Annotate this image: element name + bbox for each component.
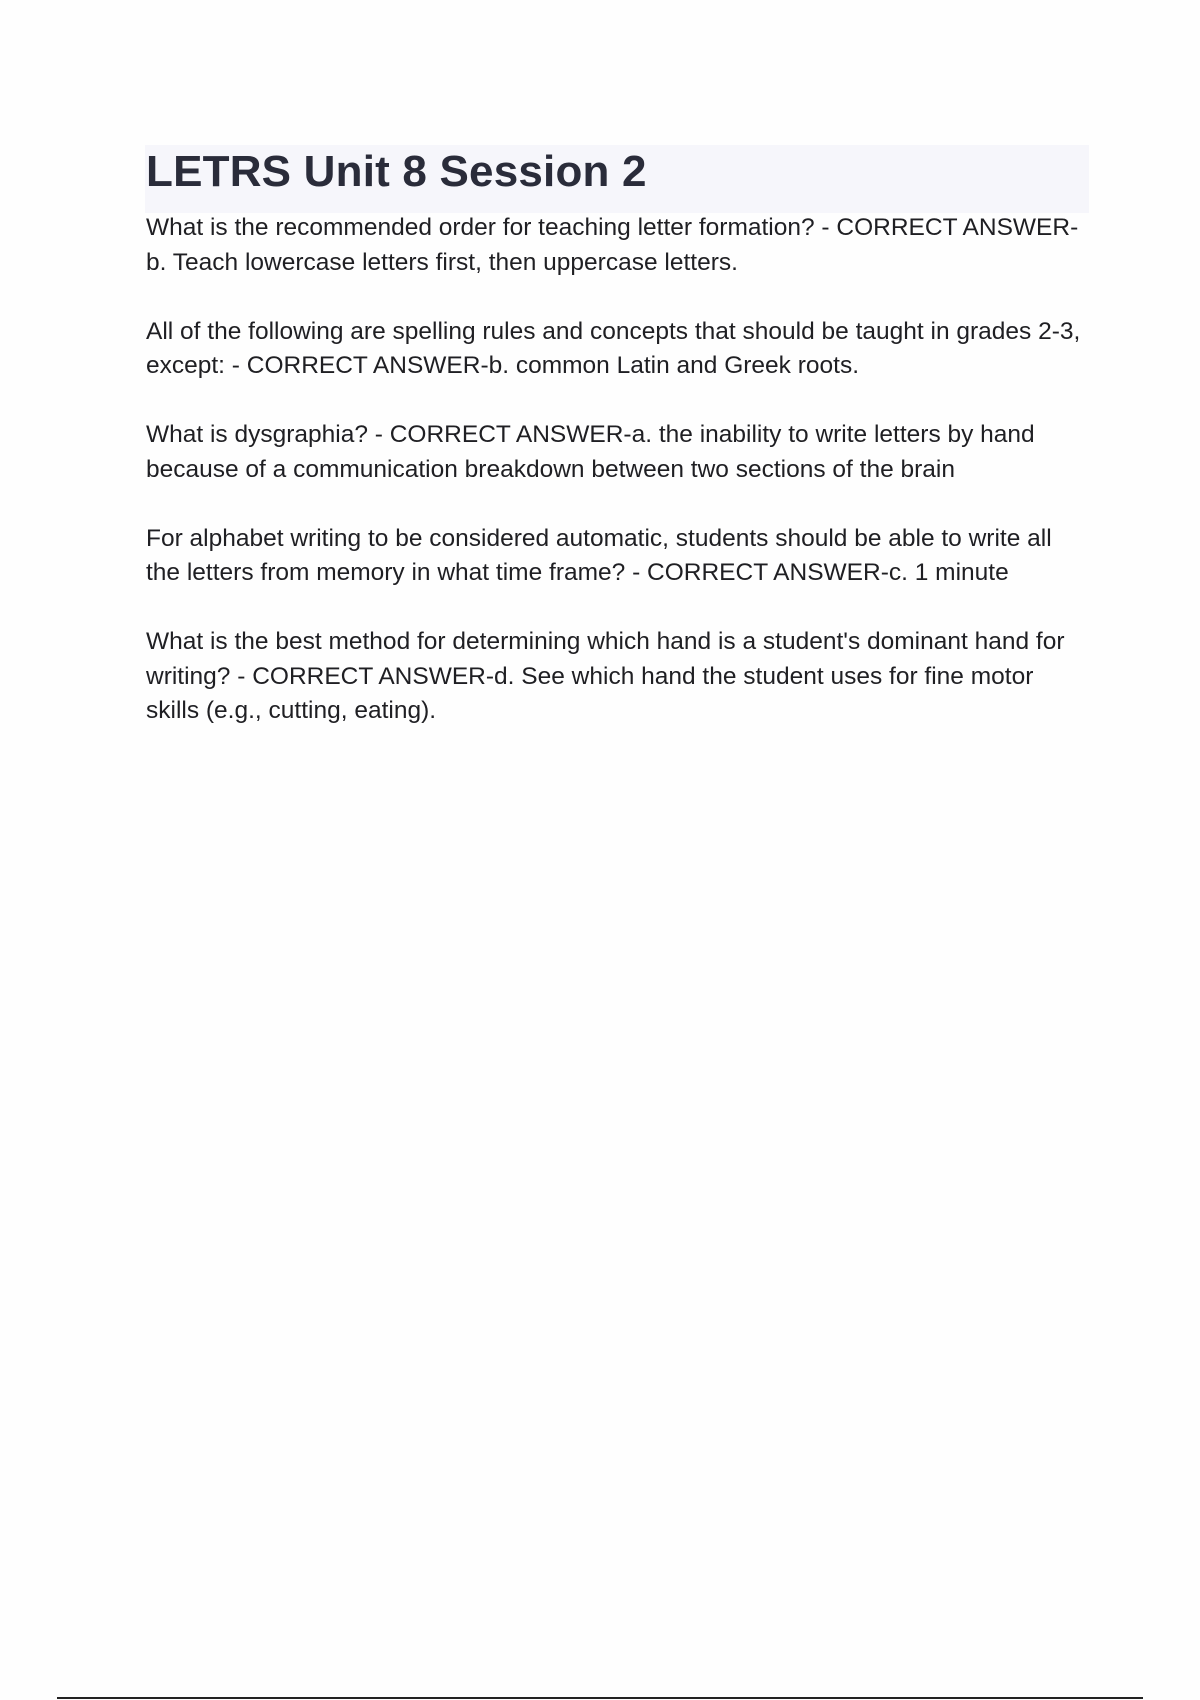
- qa-item-dominant-hand: What is the best method for determining which hand is a student's dominant hand for writing? - CORRECT ANSWER-d. See which hand the student uses for fine motor skills (e.g., cutting, eating).: [146, 628, 1065, 724]
- footer-divider: [57, 1697, 1143, 1699]
- qa-item-dysgraphia: What is dysgraphia? - CORRECT ANSWER-a. the inability to write letters by hand because of a communication breakdown between two sections of the brain: [146, 421, 1035, 483]
- qa-item-spelling-rules: All of the following are spelling rules and concepts that should be taught in grades 2-3, except: - CORRECT ANSWER-b. common Latin and Greek roots.: [146, 317, 1081, 379]
- qa-list: [146, 211, 1090, 763]
- qa-item-alphabet-automaticity: For alphabet writing to be considered automatic, students should be able to write all the letters from memory in what time frame? - CORRECT ANSWER-c. 1 minute: [146, 524, 1052, 586]
- document-title: LETRS Unit 8 Session 2: [146, 147, 647, 196]
- qa-item-letter-formation: What is the recommended order for teaching letter formation? - CORRECT ANSWER-b. Teach lowercase letters first, then uppercase letters.: [146, 214, 1079, 276]
